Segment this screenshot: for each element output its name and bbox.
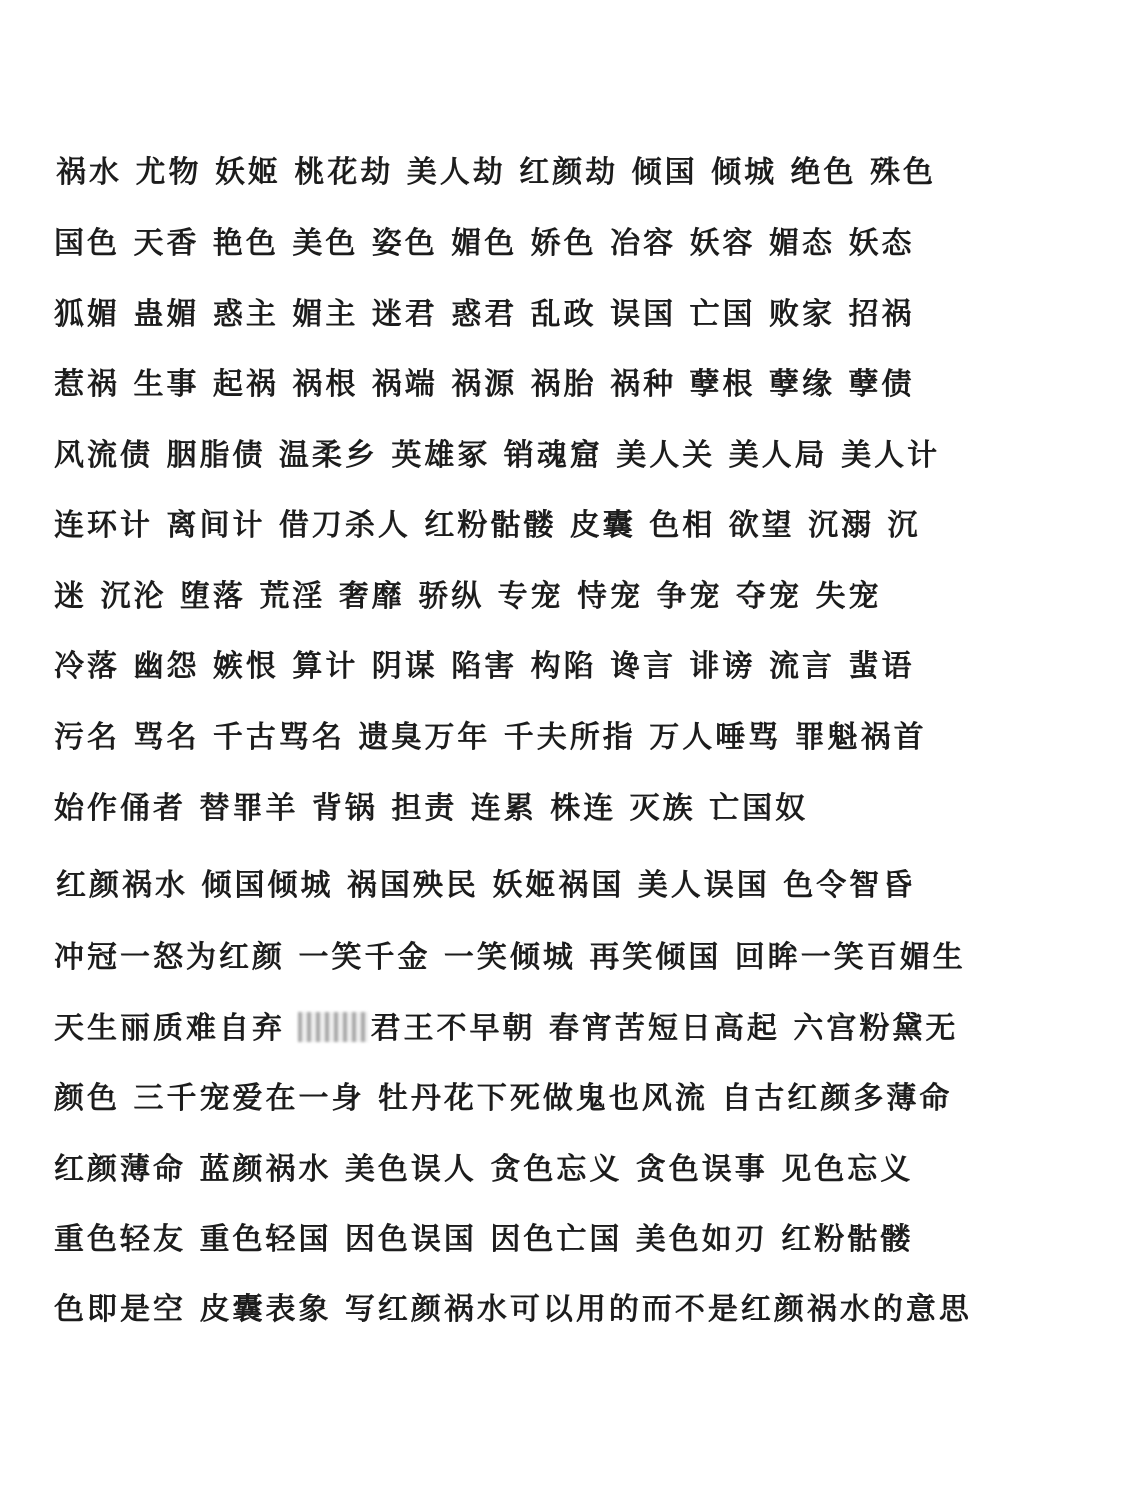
text-line: 狐媚 蛊媚 惑主 媚主 迷君 惑君 乱政 误国 亡国 败家 招祸 — [54, 297, 915, 332]
text-line: 惹祸 生事 起祸 祸根 祸端 祸源 祸胎 祸种 孽根 孽缘 孽债 — [54, 367, 915, 402]
text-line: 国色 天香 艳色 美色 姿色 媚色 娇色 冶容 妖容 媚态 妖态 — [54, 226, 915, 261]
text-line: 污名 骂名 千古骂名 遗臭万年 千夫所指 万人唾骂 罪魁祸首 — [54, 720, 927, 755]
text-segment: 君王不早朝 春宵苦短日高起 六宫粉黛无 — [370, 1011, 959, 1046]
text-line: 色即是空 皮囊表象 写红颜祸水可以用的而不是红颜祸水的意思 — [54, 1292, 972, 1327]
text-segment: 天生丽质难自弃 — [54, 1011, 299, 1046]
blurred-redaction — [298, 1012, 368, 1042]
text-line: 冲冠一怒为红颜 一笑千金 一笑倾城 再笑倾国 回眸一笑百媚生 — [54, 940, 966, 975]
text-line: 颜色 三千宠爱在一身 牡丹花下死做鬼也风流 自古红颜多薄命 — [54, 1081, 953, 1116]
text-line: 重色轻友 重色轻国 因色误国 因色亡国 美色如刃 红粉骷髅 — [54, 1222, 914, 1257]
text-line: 始作俑者 替罪羊 背锅 担责 连累 株连 灭族 亡国奴 — [54, 791, 809, 826]
text-line: 冷落 幽怨 嫉恨 算计 阴谋 陷害 构陷 谗言 诽谤 流言 蜚语 — [54, 649, 915, 684]
text-line: 连环计 离间计 借刀杀人 红粉骷髅 皮囊 色相 欲望 沉溺 沉 — [54, 508, 921, 543]
text-line: 迷 沉沦 堕落 荒淫 奢靡 骄纵 专宠 恃宠 争宠 夺宠 失宠 — [54, 579, 882, 614]
text-line: 祸水 尤物 妖姬 桃花劫 美人劫 红颜劫 倾国 倾城 绝色 殊色 — [56, 155, 936, 190]
text-line — [54, 1009, 958, 1049]
text-line: 红颜祸水 倾国倾城 祸国殃民 妖姬祸国 美人误国 色令智昏 — [56, 868, 916, 903]
text-line: 风流债 胭脂债 温柔乡 英雄冢 销魂窟 美人关 美人局 美人计 — [54, 438, 941, 473]
text-line: 红颜薄命 蓝颜祸水 美色误人 贪色忘义 贪色误事 见色忘义 — [54, 1152, 914, 1187]
